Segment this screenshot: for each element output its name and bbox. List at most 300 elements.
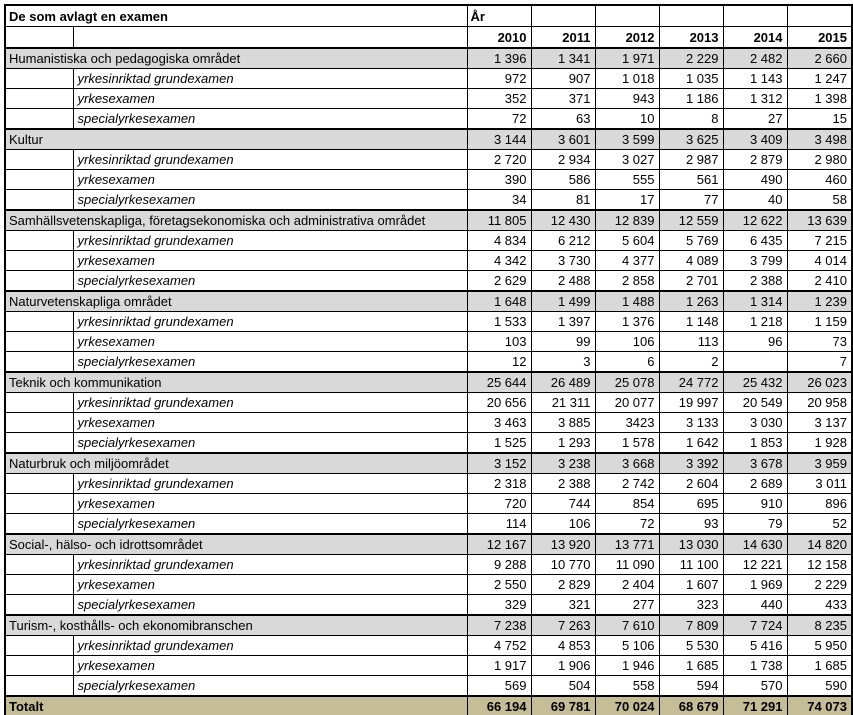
exam-type-value-cell[interactable]: 99	[531, 332, 595, 352]
exam-type-value-cell[interactable]: 1 853	[723, 433, 787, 454]
exam-type-label[interactable]: specialyrkesexamen	[73, 352, 467, 373]
exam-type-value-cell[interactable]: 20 656	[467, 393, 531, 413]
empty-cell[interactable]	[5, 413, 73, 433]
exam-type-value-cell[interactable]: 2 388	[723, 271, 787, 292]
exam-type-value-cell[interactable]: 1 186	[659, 89, 723, 109]
exam-type-value-cell[interactable]: 3 463	[467, 413, 531, 433]
category-label[interactable]: Social-, hälso- och idrottsområdet	[5, 534, 467, 555]
exam-type-value-cell[interactable]: 2 879	[723, 150, 787, 170]
category-value-cell[interactable]: 7 610	[595, 615, 659, 636]
exam-type-value-cell[interactable]: 910	[723, 494, 787, 514]
exam-type-value-cell[interactable]: 1 946	[595, 656, 659, 676]
exam-type-value-cell[interactable]: 113	[659, 332, 723, 352]
category-value-cell[interactable]: 3 678	[723, 453, 787, 474]
exam-type-value-cell[interactable]: 72	[467, 109, 531, 130]
year-axis-label[interactable]: År	[467, 5, 531, 27]
exam-type-value-cell[interactable]: 1 642	[659, 433, 723, 454]
exam-type-value-cell[interactable]: 4 377	[595, 251, 659, 271]
year-column-header[interactable]: 2013	[659, 27, 723, 49]
exam-type-value-cell[interactable]: 1 247	[787, 69, 852, 89]
empty-cell[interactable]	[5, 190, 73, 211]
category-row	[5, 615, 852, 636]
exam-data-table	[4, 4, 853, 715]
exam-type-value-cell[interactable]: 12 158	[787, 555, 852, 575]
exam-type-value-cell[interactable]: 390	[467, 170, 531, 190]
category-row	[5, 534, 852, 555]
total-value-cell[interactable]: 70 024	[595, 696, 659, 715]
empty-cell[interactable]	[5, 656, 73, 676]
empty-cell[interactable]	[73, 27, 467, 49]
exam-type-value-cell[interactable]: 2 229	[787, 575, 852, 595]
exam-type-value-cell[interactable]: 570	[723, 676, 787, 697]
exam-type-value-cell[interactable]: 4 853	[531, 636, 595, 656]
exam-type-value-cell[interactable]: 40	[723, 190, 787, 211]
empty-cell[interactable]	[531, 5, 595, 27]
exam-type-label[interactable]: yrkesinriktad grundexamen	[73, 636, 467, 656]
exam-type-value-cell[interactable]: 12 221	[723, 555, 787, 575]
category-value-cell[interactable]: 11 805	[467, 210, 531, 231]
empty-cell[interactable]	[5, 231, 73, 251]
empty-cell[interactable]	[5, 676, 73, 697]
exam-type-value-cell[interactable]: 3 137	[787, 413, 852, 433]
category-value-cell[interactable]: 1 488	[595, 291, 659, 312]
category-value-cell[interactable]: 26 489	[531, 372, 595, 393]
exam-type-row	[5, 332, 852, 352]
exam-type-value-cell[interactable]: 6 212	[531, 231, 595, 251]
total-value-cell[interactable]: 71 291	[723, 696, 787, 715]
exam-type-label[interactable]: yrkesexamen	[73, 656, 467, 676]
exam-type-row	[5, 494, 852, 514]
exam-type-value-cell[interactable]: 1 293	[531, 433, 595, 454]
empty-cell[interactable]	[5, 433, 73, 454]
category-value-cell[interactable]: 25 644	[467, 372, 531, 393]
exam-type-value-cell[interactable]: 7 215	[787, 231, 852, 251]
category-value-cell[interactable]: 8 235	[787, 615, 852, 636]
exam-type-row	[5, 413, 852, 433]
category-value-cell[interactable]: 3 601	[531, 129, 595, 150]
category-value-cell[interactable]: 13 771	[595, 534, 659, 555]
empty-cell[interactable]	[5, 514, 73, 535]
exam-type-label[interactable]: yrkesexamen	[73, 251, 467, 271]
year-column-header[interactable]: 2012	[595, 27, 659, 49]
exam-type-value-cell[interactable]: 4 089	[659, 251, 723, 271]
exam-type-value-cell[interactable]: 63	[531, 109, 595, 130]
category-row	[5, 48, 852, 69]
category-value-cell[interactable]: 25 078	[595, 372, 659, 393]
exam-type-value-cell[interactable]: 594	[659, 676, 723, 697]
category-value-cell[interactable]: 1 263	[659, 291, 723, 312]
exam-type-value-cell[interactable]: 1 143	[723, 69, 787, 89]
year-column-header[interactable]: 2010	[467, 27, 531, 49]
category-value-cell[interactable]: 7 724	[723, 615, 787, 636]
exam-type-value-cell[interactable]: 896	[787, 494, 852, 514]
exam-type-value-cell[interactable]: 2 829	[531, 575, 595, 595]
exam-type-value-cell[interactable]: 1 035	[659, 69, 723, 89]
exam-type-label[interactable]: specialyrkesexamen	[73, 109, 467, 130]
total-label[interactable]: Totalt	[5, 696, 467, 715]
exam-type-value-cell[interactable]: 555	[595, 170, 659, 190]
table-title[interactable]: De som avlagt en examen	[5, 5, 467, 27]
exam-type-value-cell[interactable]: 17	[595, 190, 659, 211]
exam-type-row	[5, 231, 852, 251]
empty-cell[interactable]	[5, 332, 73, 352]
exam-type-value-cell[interactable]: 12	[467, 352, 531, 373]
exam-type-value-cell[interactable]: 106	[595, 332, 659, 352]
category-value-cell[interactable]: 3 959	[787, 453, 852, 474]
category-value-cell[interactable]: 1 396	[467, 48, 531, 69]
empty-cell[interactable]	[5, 393, 73, 413]
category-value-cell[interactable]: 3 625	[659, 129, 723, 150]
exam-type-label[interactable]: yrkesinriktad grundexamen	[73, 555, 467, 575]
year-column-header[interactable]: 2011	[531, 27, 595, 49]
exam-type-value-cell[interactable]: 77	[659, 190, 723, 211]
exam-type-value-cell[interactable]	[723, 352, 787, 373]
exam-type-value-cell[interactable]: 11 090	[595, 555, 659, 575]
category-label[interactable]: Kultur	[5, 129, 467, 150]
category-value-cell[interactable]: 1 648	[467, 291, 531, 312]
total-value-cell[interactable]: 66 194	[467, 696, 531, 715]
empty-cell[interactable]	[5, 150, 73, 170]
category-value-cell[interactable]: 3 498	[787, 129, 852, 150]
exam-type-label[interactable]: specialyrkesexamen	[73, 514, 467, 535]
category-row	[5, 129, 852, 150]
category-value-cell[interactable]: 14 820	[787, 534, 852, 555]
exam-type-value-cell[interactable]: 20 958	[787, 393, 852, 413]
exam-type-value-cell[interactable]: 695	[659, 494, 723, 514]
exam-type-value-cell[interactable]: 1 312	[723, 89, 787, 109]
exam-type-value-cell[interactable]: 2 742	[595, 474, 659, 494]
exam-type-value-cell[interactable]: 1 159	[787, 312, 852, 332]
exam-type-value-cell[interactable]: 2 701	[659, 271, 723, 292]
exam-type-value-cell[interactable]: 720	[467, 494, 531, 514]
exam-type-value-cell[interactable]: 3 133	[659, 413, 723, 433]
exam-type-value-cell[interactable]: 103	[467, 332, 531, 352]
exam-type-value-cell[interactable]: 1 398	[787, 89, 852, 109]
category-row	[5, 453, 852, 474]
exam-type-value-cell[interactable]: 5 530	[659, 636, 723, 656]
category-value-cell[interactable]: 2 229	[659, 48, 723, 69]
category-value-cell[interactable]: 26 023	[787, 372, 852, 393]
exam-type-value-cell[interactable]: 9 288	[467, 555, 531, 575]
empty-cell[interactable]	[5, 109, 73, 130]
exam-type-value-cell[interactable]: 1 376	[595, 312, 659, 332]
category-value-cell[interactable]: 12 559	[659, 210, 723, 231]
exam-type-row	[5, 271, 852, 292]
exam-type-value-cell[interactable]: 1 917	[467, 656, 531, 676]
exam-type-value-cell[interactable]: 586	[531, 170, 595, 190]
exam-type-value-cell[interactable]: 972	[467, 69, 531, 89]
category-value-cell[interactable]: 12 839	[595, 210, 659, 231]
exam-type-value-cell[interactable]: 433	[787, 595, 852, 616]
empty-cell[interactable]	[5, 312, 73, 332]
exam-type-value-cell[interactable]: 6	[595, 352, 659, 373]
exam-type-row	[5, 595, 852, 616]
year-column-header[interactable]: 2014	[723, 27, 787, 49]
exam-type-value-cell[interactable]: 8	[659, 109, 723, 130]
category-row	[5, 372, 852, 393]
exam-type-value-cell[interactable]: 11 100	[659, 555, 723, 575]
exam-type-value-cell[interactable]: 5 950	[787, 636, 852, 656]
category-value-cell[interactable]: 1 341	[531, 48, 595, 69]
exam-type-value-cell[interactable]: 329	[467, 595, 531, 616]
category-value-cell[interactable]: 3 238	[531, 453, 595, 474]
exam-type-value-cell[interactable]: 5 604	[595, 231, 659, 251]
category-value-cell[interactable]: 7 809	[659, 615, 723, 636]
exam-type-label[interactable]: yrkesinriktad grundexamen	[73, 231, 467, 251]
exam-type-row	[5, 555, 852, 575]
exam-type-value-cell[interactable]: 58	[787, 190, 852, 211]
exam-type-value-cell[interactable]: 2 629	[467, 271, 531, 292]
category-value-cell[interactable]: 13 639	[787, 210, 852, 231]
exam-type-value-cell[interactable]: 744	[531, 494, 595, 514]
exam-type-value-cell[interactable]: 79	[723, 514, 787, 535]
empty-cell[interactable]	[723, 5, 787, 27]
exam-type-value-cell[interactable]: 10	[595, 109, 659, 130]
exam-type-value-cell[interactable]: 19 997	[659, 393, 723, 413]
exam-type-value-cell[interactable]: 4 834	[467, 231, 531, 251]
exam-type-label[interactable]: specialyrkesexamen	[73, 676, 467, 697]
category-row	[5, 291, 852, 312]
exam-type-label[interactable]: yrkesexamen	[73, 332, 467, 352]
exam-type-value-cell[interactable]: 3 011	[787, 474, 852, 494]
exam-type-value-cell[interactable]: 21 311	[531, 393, 595, 413]
category-value-cell[interactable]: 1 239	[787, 291, 852, 312]
exam-type-value-cell[interactable]: 2 488	[531, 271, 595, 292]
exam-type-value-cell[interactable]: 2 934	[531, 150, 595, 170]
category-value-cell[interactable]: 12 430	[531, 210, 595, 231]
exam-type-row	[5, 514, 852, 535]
exam-type-value-cell[interactable]: 943	[595, 89, 659, 109]
category-value-cell[interactable]: 1 314	[723, 291, 787, 312]
category-label[interactable]: Samhällsvetenskapliga, företagsekonomiska och administrativa området	[5, 210, 467, 231]
empty-cell[interactable]	[5, 474, 73, 494]
exam-type-label[interactable]: yrkesinriktad grundexamen	[73, 69, 467, 89]
exam-type-value-cell[interactable]: 2 689	[723, 474, 787, 494]
exam-type-value-cell[interactable]: 20 077	[595, 393, 659, 413]
exam-type-value-cell[interactable]: 3 885	[531, 413, 595, 433]
category-value-cell[interactable]: 14 630	[723, 534, 787, 555]
category-label[interactable]: Teknik och kommunikation	[5, 372, 467, 393]
exam-type-value-cell[interactable]: 3 030	[723, 413, 787, 433]
exam-type-value-cell[interactable]: 1 533	[467, 312, 531, 332]
exam-type-value-cell[interactable]: 590	[787, 676, 852, 697]
exam-type-row	[5, 89, 852, 109]
category-value-cell[interactable]: 13 030	[659, 534, 723, 555]
exam-type-value-cell[interactable]: 2 318	[467, 474, 531, 494]
exam-type-value-cell[interactable]: 7	[787, 352, 852, 373]
category-value-cell[interactable]: 7 263	[531, 615, 595, 636]
year-column-header[interactable]: 2015	[787, 27, 852, 49]
exam-type-value-cell[interactable]: 72	[595, 514, 659, 535]
exam-type-label[interactable]: yrkesexamen	[73, 89, 467, 109]
exam-type-value-cell[interactable]: 4 342	[467, 251, 531, 271]
total-value-cell[interactable]: 69 781	[531, 696, 595, 715]
exam-type-value-cell[interactable]: 2 604	[659, 474, 723, 494]
category-value-cell[interactable]: 3 152	[467, 453, 531, 474]
category-value-cell[interactable]: 12 622	[723, 210, 787, 231]
exam-type-row	[5, 433, 852, 454]
exam-type-value-cell[interactable]: 323	[659, 595, 723, 616]
exam-type-value-cell[interactable]: 1 148	[659, 312, 723, 332]
exam-type-value-cell[interactable]: 2 388	[531, 474, 595, 494]
exam-type-value-cell[interactable]: 81	[531, 190, 595, 211]
category-label[interactable]: Naturbruk och miljöområdet	[5, 453, 467, 474]
category-row	[5, 210, 852, 231]
exam-type-value-cell[interactable]: 3423	[595, 413, 659, 433]
exam-type-value-cell[interactable]: 2 550	[467, 575, 531, 595]
category-label[interactable]: Turism-, kosthålls- och ekonomibranschen	[5, 615, 467, 636]
exam-type-value-cell[interactable]: 2 980	[787, 150, 852, 170]
exam-type-label[interactable]: specialyrkesexamen	[73, 271, 467, 292]
exam-type-value-cell[interactable]: 1 578	[595, 433, 659, 454]
exam-type-value-cell[interactable]: 4 752	[467, 636, 531, 656]
exam-type-value-cell[interactable]: 1 928	[787, 433, 852, 454]
exam-type-value-cell[interactable]: 73	[787, 332, 852, 352]
exam-type-label[interactable]: specialyrkesexamen	[73, 595, 467, 616]
total-value-cell[interactable]: 74 073	[787, 696, 852, 715]
exam-type-value-cell[interactable]: 277	[595, 595, 659, 616]
exam-type-value-cell[interactable]: 5 106	[595, 636, 659, 656]
category-value-cell[interactable]: 3 668	[595, 453, 659, 474]
exam-type-value-cell[interactable]: 1 218	[723, 312, 787, 332]
empty-cell[interactable]	[659, 5, 723, 27]
exam-type-value-cell[interactable]: 504	[531, 676, 595, 697]
category-value-cell[interactable]: 1 499	[531, 291, 595, 312]
exam-type-value-cell[interactable]: 6 435	[723, 231, 787, 251]
exam-type-value-cell[interactable]: 4 014	[787, 251, 852, 271]
exam-type-value-cell[interactable]: 3 730	[531, 251, 595, 271]
exam-type-value-cell[interactable]: 1 607	[659, 575, 723, 595]
exam-type-row	[5, 636, 852, 656]
exam-type-label[interactable]: specialyrkesexamen	[73, 190, 467, 211]
empty-cell[interactable]	[5, 636, 73, 656]
exam-type-value-cell[interactable]: 558	[595, 676, 659, 697]
exam-type-row	[5, 109, 852, 130]
exam-type-row	[5, 312, 852, 332]
exam-type-value-cell[interactable]: 96	[723, 332, 787, 352]
category-value-cell[interactable]: 2 482	[723, 48, 787, 69]
category-value-cell[interactable]: 3 599	[595, 129, 659, 150]
exam-type-value-cell[interactable]: 3 799	[723, 251, 787, 271]
empty-cell[interactable]	[5, 89, 73, 109]
exam-type-row	[5, 69, 852, 89]
category-value-cell[interactable]: 24 772	[659, 372, 723, 393]
exam-type-label[interactable]: yrkesinriktad grundexamen	[73, 474, 467, 494]
empty-cell[interactable]	[5, 170, 73, 190]
exam-type-value-cell[interactable]: 20 549	[723, 393, 787, 413]
exam-type-value-cell[interactable]: 1 685	[659, 656, 723, 676]
exam-type-label[interactable]: yrkesexamen	[73, 170, 467, 190]
exam-type-value-cell[interactable]: 1 969	[723, 575, 787, 595]
exam-type-value-cell[interactable]: 371	[531, 89, 595, 109]
exam-type-label[interactable]: yrkesinriktad grundexamen	[73, 150, 467, 170]
exam-type-value-cell[interactable]: 569	[467, 676, 531, 697]
empty-cell[interactable]	[595, 5, 659, 27]
exam-type-label[interactable]: yrkesexamen	[73, 494, 467, 514]
category-value-cell[interactable]: 2 660	[787, 48, 852, 69]
exam-type-label[interactable]: specialyrkesexamen	[73, 433, 467, 454]
exam-type-row	[5, 656, 852, 676]
empty-cell[interactable]	[787, 5, 852, 27]
empty-cell[interactable]	[5, 27, 73, 49]
exam-type-label[interactable]: yrkesexamen	[73, 413, 467, 433]
empty-cell[interactable]	[5, 575, 73, 595]
exam-type-value-cell[interactable]: 1 397	[531, 312, 595, 332]
category-value-cell[interactable]: 3 392	[659, 453, 723, 474]
exam-type-row	[5, 352, 852, 373]
exam-type-value-cell[interactable]: 15	[787, 109, 852, 130]
exam-type-value-cell[interactable]: 1 906	[531, 656, 595, 676]
exam-type-value-cell[interactable]: 106	[531, 514, 595, 535]
exam-type-value-cell[interactable]: 440	[723, 595, 787, 616]
category-value-cell[interactable]: 3 409	[723, 129, 787, 150]
empty-cell[interactable]	[5, 494, 73, 514]
category-value-cell[interactable]: 25 432	[723, 372, 787, 393]
exam-type-label[interactable]: yrkesexamen	[73, 575, 467, 595]
exam-type-value-cell[interactable]: 561	[659, 170, 723, 190]
category-value-cell[interactable]: 13 920	[531, 534, 595, 555]
empty-cell[interactable]	[5, 555, 73, 575]
exam-type-row	[5, 393, 852, 413]
exam-type-row	[5, 251, 852, 271]
exam-type-value-cell[interactable]: 10 770	[531, 555, 595, 575]
category-value-cell[interactable]: 7 238	[467, 615, 531, 636]
empty-cell[interactable]	[5, 251, 73, 271]
exam-type-value-cell[interactable]: 3	[531, 352, 595, 373]
exam-type-value-cell[interactable]: 1 018	[595, 69, 659, 89]
exam-type-value-cell[interactable]: 2 410	[787, 271, 852, 292]
category-value-cell[interactable]: 12 167	[467, 534, 531, 555]
exam-type-label[interactable]: yrkesinriktad grundexamen	[73, 312, 467, 332]
exam-type-value-cell[interactable]: 2 858	[595, 271, 659, 292]
exam-type-value-cell[interactable]: 2 987	[659, 150, 723, 170]
exam-type-value-cell[interactable]: 490	[723, 170, 787, 190]
exam-type-value-cell[interactable]: 27	[723, 109, 787, 130]
category-label[interactable]: Naturvetenskapliga området	[5, 291, 467, 312]
empty-cell[interactable]	[5, 595, 73, 616]
empty-cell[interactable]	[5, 352, 73, 373]
exam-type-value-cell[interactable]: 5 416	[723, 636, 787, 656]
exam-type-label[interactable]: yrkesinriktad grundexamen	[73, 393, 467, 413]
exam-type-value-cell[interactable]: 321	[531, 595, 595, 616]
empty-cell[interactable]	[5, 271, 73, 292]
category-value-cell[interactable]: 3 144	[467, 129, 531, 150]
total-value-cell[interactable]: 68 679	[659, 696, 723, 715]
exam-type-row	[5, 474, 852, 494]
exam-type-value-cell[interactable]: 52	[787, 514, 852, 535]
exam-type-value-cell[interactable]: 2	[659, 352, 723, 373]
exam-type-value-cell[interactable]: 352	[467, 89, 531, 109]
exam-type-value-cell[interactable]: 1 685	[787, 656, 852, 676]
exam-type-value-cell[interactable]: 1 525	[467, 433, 531, 454]
exam-type-value-cell[interactable]: 1 738	[723, 656, 787, 676]
exam-type-value-cell[interactable]: 854	[595, 494, 659, 514]
exam-type-value-cell[interactable]: 2 720	[467, 150, 531, 170]
category-label[interactable]: Humanistiska och pedagogiska området	[5, 48, 467, 69]
year-header-row	[5, 27, 852, 49]
exam-type-value-cell[interactable]: 34	[467, 190, 531, 211]
exam-type-value-cell[interactable]: 2 404	[595, 575, 659, 595]
exam-type-value-cell[interactable]: 5 769	[659, 231, 723, 251]
exam-type-value-cell[interactable]: 460	[787, 170, 852, 190]
total-row	[5, 696, 852, 715]
category-value-cell[interactable]: 1 971	[595, 48, 659, 69]
exam-type-value-cell[interactable]: 3 027	[595, 150, 659, 170]
exam-type-value-cell[interactable]: 93	[659, 514, 723, 535]
exam-type-value-cell[interactable]: 114	[467, 514, 531, 535]
exam-type-value-cell[interactable]: 907	[531, 69, 595, 89]
empty-cell[interactable]	[5, 69, 73, 89]
